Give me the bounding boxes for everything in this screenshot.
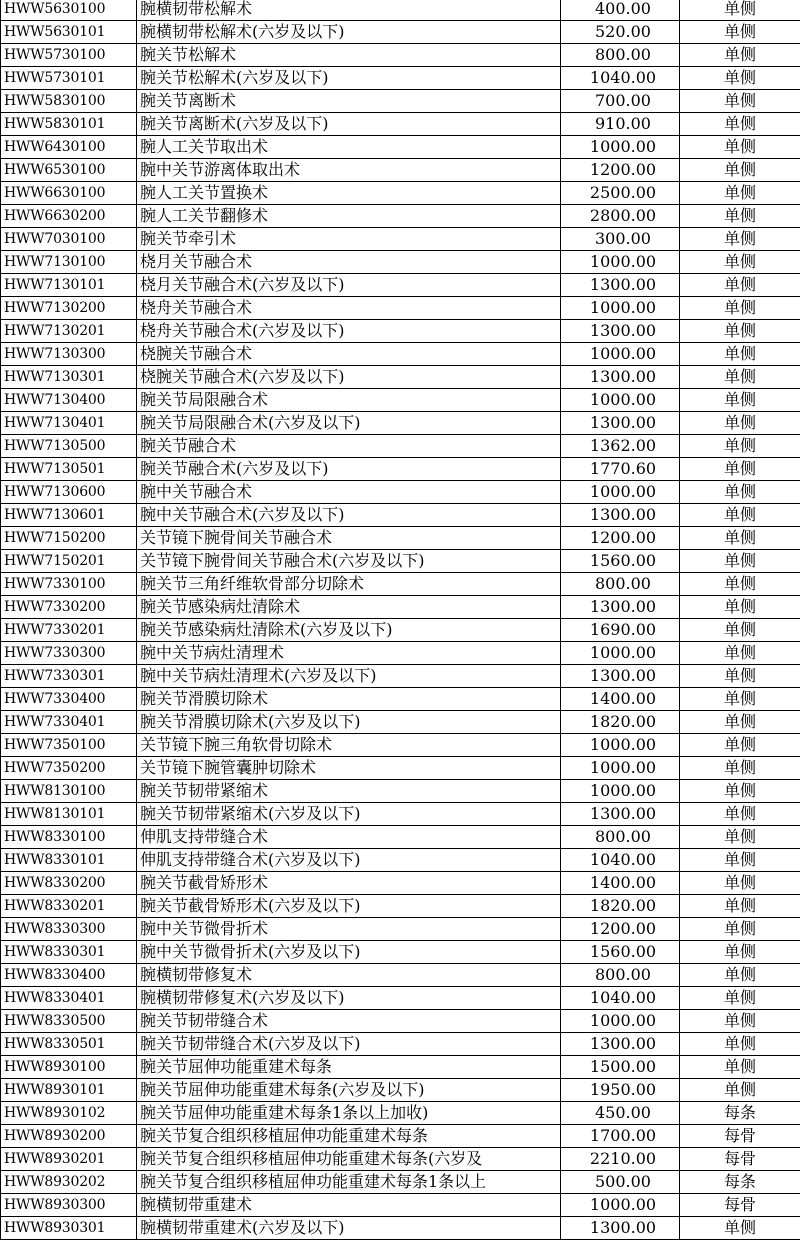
item-code-cell: HWW8930102: [1, 1102, 137, 1125]
item-price-cell: 1690.00: [561, 619, 680, 642]
item-price-cell: 1040.00: [561, 849, 680, 872]
item-code-cell: HWW7130101: [1, 274, 137, 297]
item-name-cell: 腕关节韧带缝合术(六岁及以下): [137, 1033, 561, 1056]
item-price-cell: 1300.00: [561, 1217, 680, 1240]
item-code-cell: HWW8330201: [1, 895, 137, 918]
item-unit-cell: 单侧: [680, 205, 800, 228]
item-unit-cell: 单侧: [680, 21, 800, 44]
table-row: [1, 136, 800, 159]
table-row: [1, 665, 800, 688]
item-price-cell: 1000.00: [561, 136, 680, 159]
table-row: [1, 44, 800, 67]
item-price-cell: 800.00: [561, 573, 680, 596]
item-name-cell: 桡月关节融合术: [137, 251, 561, 274]
item-price-cell: 1500.00: [561, 1056, 680, 1079]
item-unit-cell: 单侧: [680, 803, 800, 826]
item-code-cell: HWW7130200: [1, 297, 137, 320]
item-code-cell: HWW5630100: [1, 0, 137, 21]
item-name-cell: 腕关节牵引术: [137, 228, 561, 251]
item-code-cell: HWW8330401: [1, 987, 137, 1010]
table-row: [1, 21, 800, 44]
table-row: [1, 1148, 800, 1171]
table-row: [1, 274, 800, 297]
item-price-cell: 1770.60: [561, 458, 680, 481]
item-unit-cell: 单侧: [680, 941, 800, 964]
item-unit-cell: 单侧: [680, 1033, 800, 1056]
item-code-cell: HWW7130301: [1, 366, 137, 389]
item-price-cell: 800.00: [561, 826, 680, 849]
item-name-cell: 关节镜下腕管囊肿切除术: [137, 757, 561, 780]
table-row: [1, 527, 800, 550]
item-name-cell: 腕关节离断术: [137, 90, 561, 113]
item-unit-cell: 单侧: [680, 274, 800, 297]
item-name-cell: 腕关节松解术(六岁及以下): [137, 67, 561, 90]
item-unit-cell: 单侧: [680, 849, 800, 872]
item-unit-cell: 单侧: [680, 0, 800, 21]
item-code-cell: HWW8930100: [1, 1056, 137, 1079]
item-price-cell: 1000.00: [561, 1010, 680, 1033]
item-code-cell: HWW8330400: [1, 964, 137, 987]
item-unit-cell: 单侧: [680, 366, 800, 389]
table-row: [1, 642, 800, 665]
item-price-cell: 1950.00: [561, 1079, 680, 1102]
table-row: [1, 343, 800, 366]
item-unit-cell: 单侧: [680, 481, 800, 504]
item-unit-cell: 单侧: [680, 895, 800, 918]
table-row: [1, 412, 800, 435]
item-code-cell: HWW8930300: [1, 1194, 137, 1217]
item-code-cell: HWW5830100: [1, 90, 137, 113]
table-row: [1, 872, 800, 895]
item-name-cell: 腕横韧带松解术(六岁及以下): [137, 21, 561, 44]
item-name-cell: 腕横韧带修复术: [137, 964, 561, 987]
item-code-cell: HWW7130500: [1, 435, 137, 458]
table-row: [1, 159, 800, 182]
item-price-cell: 300.00: [561, 228, 680, 251]
item-name-cell: 腕关节离断术(六岁及以下): [137, 113, 561, 136]
table-row: [1, 297, 800, 320]
item-price-cell: 1300.00: [561, 412, 680, 435]
item-code-cell: HWW8330101: [1, 849, 137, 872]
item-price-cell: 1300.00: [561, 596, 680, 619]
item-code-cell: HWW8330200: [1, 872, 137, 895]
item-unit-cell: 单侧: [680, 389, 800, 412]
item-price-cell: 2210.00: [561, 1148, 680, 1171]
item-name-cell: 腕关节截骨矫形术(六岁及以下): [137, 895, 561, 918]
item-code-cell: HWW7130100: [1, 251, 137, 274]
table-row: [1, 366, 800, 389]
item-unit-cell: 单侧: [680, 665, 800, 688]
item-name-cell: 腕关节感染病灶清除术: [137, 596, 561, 619]
item-unit-cell: 单侧: [680, 757, 800, 780]
item-name-cell: 腕关节滑膜切除术(六岁及以下): [137, 711, 561, 734]
item-code-cell: HWW8930201: [1, 1148, 137, 1171]
item-price-cell: 1200.00: [561, 918, 680, 941]
item-code-cell: HWW7330100: [1, 573, 137, 596]
item-price-cell: 2500.00: [561, 182, 680, 205]
item-unit-cell: 单侧: [680, 412, 800, 435]
table-row: [1, 826, 800, 849]
item-code-cell: HWW7130300: [1, 343, 137, 366]
item-code-cell: HWW7150200: [1, 527, 137, 550]
table-row: [1, 90, 800, 113]
table-row: [1, 1079, 800, 1102]
item-code-cell: HWW7330201: [1, 619, 137, 642]
item-code-cell: HWW8330501: [1, 1033, 137, 1056]
item-code-cell: HWW8930301: [1, 1217, 137, 1240]
item-price-cell: 1040.00: [561, 67, 680, 90]
item-name-cell: 腕关节屈伸功能重建术每条(六岁及以下): [137, 1079, 561, 1102]
table-row: [1, 757, 800, 780]
item-name-cell: 桡舟关节融合术: [137, 297, 561, 320]
table-row: [1, 1102, 800, 1125]
item-price-cell: 700.00: [561, 90, 680, 113]
table-row: [1, 205, 800, 228]
item-code-cell: HWW7130600: [1, 481, 137, 504]
item-price-cell: 1300.00: [561, 1033, 680, 1056]
item-price-cell: 1000.00: [561, 389, 680, 412]
item-code-cell: HWW8330100: [1, 826, 137, 849]
table-row: [1, 1217, 800, 1240]
item-code-cell: HWW8330500: [1, 1010, 137, 1033]
item-price-cell: 1560.00: [561, 550, 680, 573]
table-row: [1, 67, 800, 90]
item-code-cell: HWW6530100: [1, 159, 137, 182]
item-unit-cell: 单侧: [680, 596, 800, 619]
item-name-cell: 腕关节截骨矫形术: [137, 872, 561, 895]
item-name-cell: 腕关节局限融合术(六岁及以下): [137, 412, 561, 435]
item-unit-cell: 单侧: [680, 343, 800, 366]
item-name-cell: 腕中关节微骨折术: [137, 918, 561, 941]
item-unit-cell: 每骨: [680, 1194, 800, 1217]
table-row: [1, 251, 800, 274]
item-price-cell: 1200.00: [561, 527, 680, 550]
item-name-cell: 腕关节感染病灶清除术(六岁及以下): [137, 619, 561, 642]
table-row: [1, 711, 800, 734]
item-unit-cell: 单侧: [680, 688, 800, 711]
table-row: [1, 619, 800, 642]
item-unit-cell: 单侧: [680, 872, 800, 895]
item-code-cell: HWW7130501: [1, 458, 137, 481]
table-row: [1, 1125, 800, 1148]
item-unit-cell: 每骨: [680, 1125, 800, 1148]
item-unit-cell: 单侧: [680, 67, 800, 90]
item-code-cell: HWW7350200: [1, 757, 137, 780]
item-unit-cell: 单侧: [680, 734, 800, 757]
item-name-cell: 腕关节复合组织移植屈伸功能重建术每条: [137, 1125, 561, 1148]
item-code-cell: HWW8930200: [1, 1125, 137, 1148]
item-name-cell: 腕中关节融合术: [137, 481, 561, 504]
table-row: [1, 895, 800, 918]
item-unit-cell: 单侧: [680, 527, 800, 550]
table-row: [1, 458, 800, 481]
item-name-cell: 腕中关节游离体取出术: [137, 159, 561, 182]
item-price-cell: 1400.00: [561, 872, 680, 895]
item-code-cell: HWW5830101: [1, 113, 137, 136]
item-unit-cell: 单侧: [680, 573, 800, 596]
item-name-cell: 腕关节松解术: [137, 44, 561, 67]
item-name-cell: 关节镜下腕骨间关节融合术(六岁及以下): [137, 550, 561, 573]
item-name-cell: 桡舟关节融合术(六岁及以下): [137, 320, 561, 343]
item-name-cell: 腕关节屈伸功能重建术每条1条以上加收): [137, 1102, 561, 1125]
table-row: [1, 228, 800, 251]
item-name-cell: 腕关节滑膜切除术: [137, 688, 561, 711]
item-unit-cell: 单侧: [680, 1079, 800, 1102]
item-unit-cell: 单侧: [680, 711, 800, 734]
item-code-cell: HWW7330301: [1, 665, 137, 688]
item-code-cell: HWW8930202: [1, 1171, 137, 1194]
item-name-cell: 腕关节融合术(六岁及以下): [137, 458, 561, 481]
item-price-cell: 800.00: [561, 964, 680, 987]
item-name-cell: 腕人工关节翻修术: [137, 205, 561, 228]
item-unit-cell: 单侧: [680, 964, 800, 987]
item-unit-cell: 单侧: [680, 136, 800, 159]
item-name-cell: 伸肌支持带缝合术(六岁及以下): [137, 849, 561, 872]
item-code-cell: HWW7330400: [1, 688, 137, 711]
item-price-cell: 1000.00: [561, 642, 680, 665]
item-unit-cell: 单侧: [680, 297, 800, 320]
item-unit-cell: 每条: [680, 1102, 800, 1125]
table-row: [1, 1056, 800, 1079]
item-price-cell: 1700.00: [561, 1125, 680, 1148]
item-unit-cell: 单侧: [680, 251, 800, 274]
item-unit-cell: 单侧: [680, 435, 800, 458]
table-row: [1, 504, 800, 527]
item-code-cell: HWW7350100: [1, 734, 137, 757]
item-unit-cell: 单侧: [680, 1010, 800, 1033]
item-unit-cell: 单侧: [680, 228, 800, 251]
item-code-cell: HWW8930101: [1, 1079, 137, 1102]
item-name-cell: 桡月关节融合术(六岁及以下): [137, 274, 561, 297]
item-price-cell: 1300.00: [561, 803, 680, 826]
table-row: [1, 918, 800, 941]
item-unit-cell: 单侧: [680, 320, 800, 343]
item-code-cell: HWW8330301: [1, 941, 137, 964]
item-unit-cell: 单侧: [680, 1217, 800, 1240]
item-name-cell: 腕人工关节置换术: [137, 182, 561, 205]
table-row: [1, 481, 800, 504]
item-code-cell: HWW7330401: [1, 711, 137, 734]
item-unit-cell: 单侧: [680, 619, 800, 642]
item-code-cell: HWW7150201: [1, 550, 137, 573]
item-price-cell: 1000.00: [561, 297, 680, 320]
table-row: [1, 688, 800, 711]
item-name-cell: 关节镜下腕骨间关节融合术: [137, 527, 561, 550]
table-row: [1, 573, 800, 596]
item-code-cell: HWW6630200: [1, 205, 137, 228]
table-row: [1, 1194, 800, 1217]
table-row: [1, 0, 800, 21]
item-name-cell: 腕关节局限融合术: [137, 389, 561, 412]
item-name-cell: 腕关节三角纤维软骨部分切除术: [137, 573, 561, 596]
item-price-cell: 1820.00: [561, 711, 680, 734]
item-unit-cell: 单侧: [680, 1056, 800, 1079]
item-unit-cell: 单侧: [680, 550, 800, 573]
item-code-cell: HWW5730101: [1, 67, 137, 90]
item-name-cell: 腕关节屈伸功能重建术每条: [137, 1056, 561, 1079]
item-unit-cell: 单侧: [680, 44, 800, 67]
item-name-cell: 腕关节融合术: [137, 435, 561, 458]
item-unit-cell: 每骨: [680, 1148, 800, 1171]
item-price-cell: 800.00: [561, 44, 680, 67]
item-code-cell: HWW7330300: [1, 642, 137, 665]
table-row: [1, 596, 800, 619]
item-price-cell: 1000.00: [561, 1194, 680, 1217]
item-price-cell: 1000.00: [561, 734, 680, 757]
table-row: [1, 182, 800, 205]
item-price-cell: 1560.00: [561, 941, 680, 964]
item-price-cell: 1362.00: [561, 435, 680, 458]
item-price-cell: 1300.00: [561, 366, 680, 389]
table-row: [1, 941, 800, 964]
item-code-cell: HWW5630101: [1, 21, 137, 44]
item-price-cell: 1820.00: [561, 895, 680, 918]
item-price-cell: 450.00: [561, 1102, 680, 1125]
item-unit-cell: 单侧: [680, 113, 800, 136]
item-unit-cell: 单侧: [680, 826, 800, 849]
table-row: [1, 1033, 800, 1056]
item-code-cell: HWW7130201: [1, 320, 137, 343]
item-name-cell: 桡腕关节融合术: [137, 343, 561, 366]
item-name-cell: 桡腕关节融合术(六岁及以下): [137, 366, 561, 389]
item-unit-cell: 单侧: [680, 458, 800, 481]
item-name-cell: 腕横韧带松解术: [137, 0, 561, 21]
table-row: [1, 987, 800, 1010]
item-price-cell: 2800.00: [561, 205, 680, 228]
table-row: [1, 435, 800, 458]
item-code-cell: HWW7030100: [1, 228, 137, 251]
item-code-cell: HWW7130401: [1, 412, 137, 435]
item-code-cell: HWW6630100: [1, 182, 137, 205]
item-unit-cell: 单侧: [680, 642, 800, 665]
item-price-cell: 1400.00: [561, 688, 680, 711]
item-unit-cell: 单侧: [680, 780, 800, 803]
item-price-cell: 1000.00: [561, 343, 680, 366]
item-name-cell: 腕中关节病灶清理术: [137, 642, 561, 665]
fee-table-body: [1, 0, 800, 1240]
table-row: [1, 113, 800, 136]
item-code-cell: HWW7330200: [1, 596, 137, 619]
item-code-cell: HWW8330300: [1, 918, 137, 941]
item-name-cell: 关节镜下腕三角软骨切除术: [137, 734, 561, 757]
item-name-cell: 腕横韧带重建术(六岁及以下): [137, 1217, 561, 1240]
item-name-cell: 腕人工关节取出术: [137, 136, 561, 159]
item-price-cell: 910.00: [561, 113, 680, 136]
item-unit-cell: 每条: [680, 1171, 800, 1194]
item-name-cell: 腕中关节微骨折术(六岁及以下): [137, 941, 561, 964]
item-code-cell: HWW6430100: [1, 136, 137, 159]
table-row: [1, 320, 800, 343]
item-unit-cell: 单侧: [680, 90, 800, 113]
table-row: [1, 780, 800, 803]
item-code-cell: HWW5730100: [1, 44, 137, 67]
item-name-cell: 腕关节韧带缝合术: [137, 1010, 561, 1033]
item-price-cell: 1040.00: [561, 987, 680, 1010]
table-row: [1, 389, 800, 412]
item-price-cell: 1000.00: [561, 481, 680, 504]
table-row: [1, 1010, 800, 1033]
table-row: [1, 1171, 800, 1194]
item-unit-cell: 单侧: [680, 504, 800, 527]
item-name-cell: 腕中关节病灶清理术(六岁及以下): [137, 665, 561, 688]
item-price-cell: 1300.00: [561, 320, 680, 343]
item-price-cell: 1300.00: [561, 274, 680, 297]
item-unit-cell: 单侧: [680, 918, 800, 941]
item-name-cell: 伸肌支持带缝合术: [137, 826, 561, 849]
table-row: [1, 964, 800, 987]
item-unit-cell: 单侧: [680, 182, 800, 205]
item-name-cell: 腕关节韧带紧缩术(六岁及以下): [137, 803, 561, 826]
table-row: [1, 734, 800, 757]
item-price-cell: 1300.00: [561, 665, 680, 688]
item-unit-cell: 单侧: [680, 987, 800, 1010]
item-price-cell: 1300.00: [561, 504, 680, 527]
item-code-cell: HWW7130400: [1, 389, 137, 412]
item-code-cell: HWW7130601: [1, 504, 137, 527]
item-price-cell: 1200.00: [561, 159, 680, 182]
item-price-cell: 500.00: [561, 1171, 680, 1194]
item-name-cell: 腕关节复合组织移植屈伸功能重建术每条(六岁及: [137, 1148, 561, 1171]
item-name-cell: 腕横韧带修复术(六岁及以下): [137, 987, 561, 1010]
item-name-cell: 腕横韧带重建术: [137, 1194, 561, 1217]
item-price-cell: 1000.00: [561, 251, 680, 274]
item-code-cell: HWW8130100: [1, 780, 137, 803]
item-price-cell: 520.00: [561, 21, 680, 44]
item-price-cell: 400.00: [561, 0, 680, 21]
table-row: [1, 849, 800, 872]
item-name-cell: 腕中关节融合术(六岁及以下): [137, 504, 561, 527]
item-price-cell: 1000.00: [561, 757, 680, 780]
item-unit-cell: 单侧: [680, 159, 800, 182]
item-name-cell: 腕关节复合组织移植屈伸功能重建术每条1条以上: [137, 1171, 561, 1194]
item-code-cell: HWW8130101: [1, 803, 137, 826]
table-row: [1, 550, 800, 573]
table-row: [1, 803, 800, 826]
item-price-cell: 1000.00: [561, 780, 680, 803]
item-name-cell: 腕关节韧带紧缩术: [137, 780, 561, 803]
